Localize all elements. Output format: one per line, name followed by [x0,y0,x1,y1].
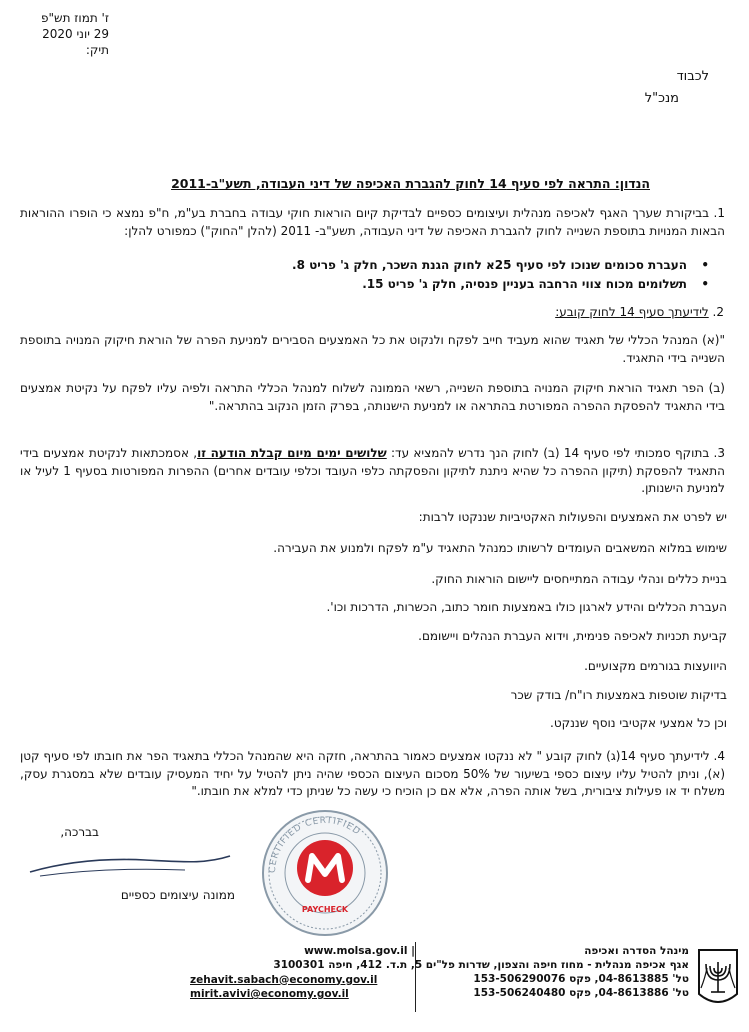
signature-image [25,850,235,880]
date-block [1,10,109,58]
recipient-block [509,66,709,110]
footer-divider [415,942,416,1012]
recipient-title: מנכ"ל [644,91,679,106]
violation-item: • תשלומים מכוח צווי הרחבה בעניין פנסיה, חלק ג' פריט 15. [189,275,709,294]
measure-item: וכן כל אמצעי אקטיבי נוסף שננקט. [550,716,727,730]
measure-item: קביעת תכניות לאכיפה פנימית, וידוא העברת הנהלים ויישומם. [418,629,727,643]
recipient-to: לכבוד [676,69,709,84]
deadline-text: שלושים ימים מיום קבלת הודעה זו [197,446,387,460]
state-emblem-icon [695,948,741,1012]
signer-title: ממונה עיצומים כספיים [120,888,235,902]
stamp-brand: PAYCHECK [301,905,349,914]
footer-website[interactable]: www.molsa.gov.il | [304,945,415,957]
stamp-ring-text: CERTIFIED CERTIFIED [267,815,363,874]
footer-phone-1: טל' 04-8613885, פקס 153-506290076 [473,973,689,985]
paragraph-3-end: , אסמכתאות לנקיטת אמצעים בידי התאגיד להפסקת (תיקון ההפרה כל שהיא ניתנת לתיקון והפסקתה כלפי העובד וכלפי עובדים אחרים) ההפרות המפורטות בסעיף 1 לעיל או למניעת הישנותן. [20,446,725,495]
certified-stamp-icon [260,808,390,938]
measure-item: בדיקות שוטפות באמצעות רו"ח/ בודק שכר [510,688,727,702]
gregorian-date: 29 יוני 2020 [42,27,109,41]
measure-item: היוועצות בגורמים מקצועיים. [584,659,727,673]
footer-phone-2: טל' 04-8613886, פקס 153-506240480 [473,987,689,999]
quote-a: "(א) המנהל הכללי של תאגיד שהוא מעביד חייב לפקח ולנקוט את כל האמצעים הסבירים למניעת הפרה של הוראת חיקוק המנויה בתוספת השנייה בידי התאגיד. [20,333,725,365]
footer-email-1[interactable]: zehavit.sabach@economy.gov.il [190,973,378,986]
closing-text: בברכה, [60,825,99,839]
paragraph-3-start: 3. בתוקף סמכותי לפי סעיף 14 (ב) לחוק הנך נדרש להמציא עד: [391,446,726,460]
section-2-title: לידיעתך סעיף 14 לחוק קובע: [555,305,709,319]
measure-item: העברת הכללים והידע לארגון כולו באמצעות חומר כתוב, הכשרות, הדרכות וכו'. [326,600,727,614]
measure-item: שימוש במלוא המשאבים העומדים לרשותו כמנהל התאגיד ע"מ לפקח ולמנוע את העבירה. [273,541,727,555]
subject-line: הנדון: התראה לפי סעיף 14 לחוק להגברת האכיפה של דיני העבודה, תשע"ב-2011 [171,176,650,191]
footer-email-2[interactable]: mirit.avivi@economy.gov.il [190,988,349,1000]
footer-division: אגף אכיפה מנהלית - מחוז חיפה והצפון, שדרות פל"ים 5, ת.ד. 412, חיפה 3100301 [273,959,689,971]
violation-item: • העברת סכומים שנוכו לפי סעיף 25א לחוק הגנת השכר, חלק ג' פריט 8. [189,256,709,275]
footer-contacts [190,944,415,1002]
paragraph-4: 4. לידיעתך סעיף 14(ג) לחוק קובע " לא ננקטו אמצעים כאמור בהתראה, חזקה היא שהמנהל הכללי בתאגיד הפר את חובתו לפי סעיף קטן (א), וניתן להטיל עליו עיצום כספי בשיעור של 50% מסכום העיצום הכספי שהיה ניתן להטיל על יחיד המעסיק עובדים שלא במסגרת עסק, משלח יד או פעילות ציבורית, בשל אותה הפרה, אלא אם כן הוכיח כי עשה כל שניתן כדי למלא את חובתו." [20,749,725,798]
file-label: תיק: [85,43,109,57]
paragraph-3 [20,445,725,498]
section-2-heading [424,305,724,319]
section-2-number: 2. [712,305,724,319]
quote-b: (ב) הפר תאגיד הוראת חיקוק המנויה בתוספת השנייה, רשאי הממונה לשלוח למנהל הכללי התראה ולפיה עליו לפקח על נקיטת אמצעים בידי התאגיד להפסקת ההפרה המפורטת בהתראה או למניעת הישנותה, בפרק הזמן הנקוב בהתראה." [20,381,725,413]
violations-list [189,256,709,294]
paragraph-1: 1. בביקורת שערך האגף לאכיפה מנהלית ועיצומים כספיים לבדיקת קיום הוראות חוקי עבודה בחברת בע"מ, ח"פ נמצא כי הופרו ההוראות הבאות המנויות בתוספת השנייה לחוק להגברת האכיפה של דיני העבודה, תשע"ב- 2011 (להלן "החוק") כמפורט להלן: [20,206,725,238]
measures-intro: יש לפרט את האמצעים והפעולות האקטיביות שננקטו לרבות: [418,510,727,524]
hebrew-date: ז' תמוז תש"פ [41,11,109,25]
measure-item: בניית כללים ונהלי עבודה המתייחסים ליישום הוראות החוק. [431,572,727,586]
footer-unit: מינהל הסדרה ואכיפה [584,945,689,957]
